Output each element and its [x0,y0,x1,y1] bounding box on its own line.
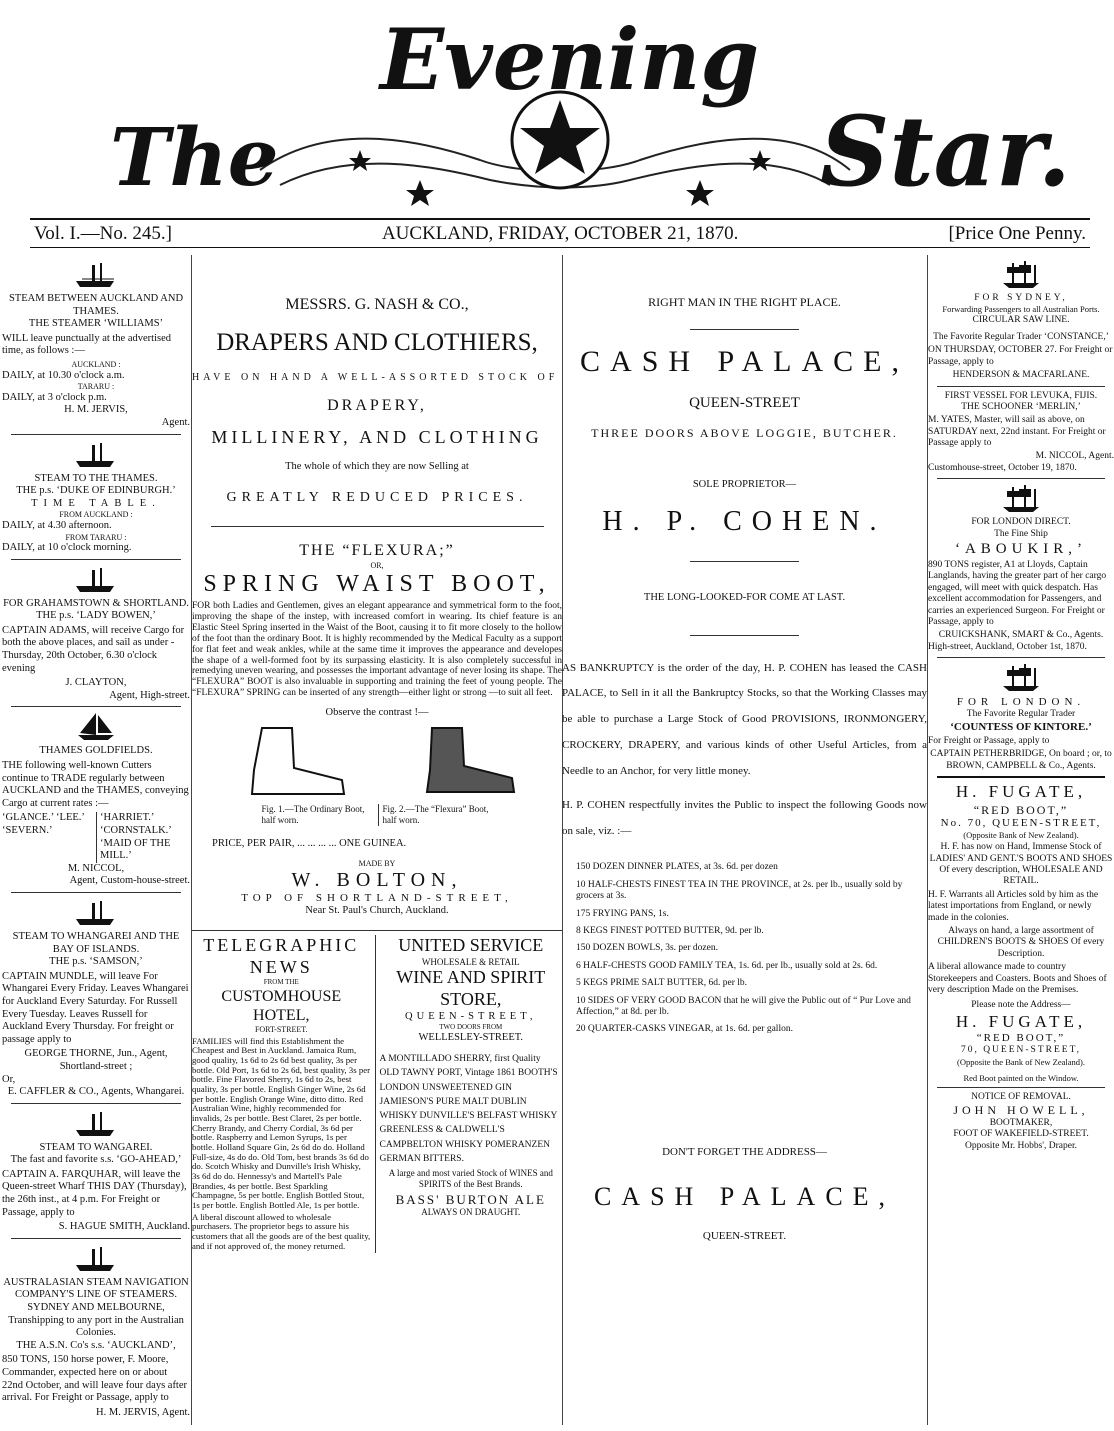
list-item: 6 HALF-CHESTS GOOD FAMILY TEA, 1s. 6d. per lb., usually sold at 2s. 6d. [576,960,878,971]
signature: H. M. JERVIS, Agent. [96,1406,190,1418]
ad-body: THE following well-known Cutters continue to TRADE regularly between AUCKLAND and the THAMES, conveying Cargo at current rates :— [2,760,189,809]
ad-emphasis: DRAPERY, [327,397,427,415]
signature: E. CAFFLER & CO., Agents, Whangarei. [7,1086,185,1098]
price-line: PRICE, PER PAIR, ... ... ... ... ONE GUINEA. [212,838,407,850]
ad-emphasis: BASS' BURTON ALE [395,1191,546,1207]
steamship-icon [74,1243,118,1273]
sailing-ship-icon [999,259,1043,289]
ad-body: H. F. Warrants all Articles sold by him as the latest importations from England, or newly made in the colonies. [928,889,1099,923]
list-item: 8 KEGS FINEST POTTED BUTTER, 9d. per lb. [576,926,764,937]
list-item: 10 HALF-CHESTS FINEST TEA IN THE PROVINCE, at 2s. per lb., usually sold by grocers at 3s. [576,879,903,902]
signature: S. HAGUE SMITH, Auckland. [58,1221,190,1233]
ad-heading: FOR LONDON DIRECT. [971,517,1071,528]
ad-body: CAPTAIN A. FARQUHAR, will leave the Queen-street Wharf THIS DAY (Thursday), the 26th inst., at 4 p.m. For Freight or Passage, apply to [2,1168,187,1218]
divider [937,386,1104,387]
signature: H. M. JERVIS, [64,404,128,416]
ad-heading: STEAM TO WANGAREI. [39,1141,153,1153]
signature: M. NICCOL, Agent. [1035,451,1114,462]
vessel-name: ‘COUNTESS OF KINTORE.’ [950,720,1092,733]
ad-body: A MONTILLADO SHERRY, first Quality OLD TAWNY PORT, Vintage 1861 BOOTH'S LONDON UNSWEETENED GIN JAMIESON'S PURE MALT DUBLIN WHISKY DUNVILLE'S BELFAST WHISKY GREENLESS & CALDWELL'S CAMPBELTON WHISKY POMERANZEN GERMAN BITTERS. [379,1054,558,1164]
from-label: FROM THE [263,978,299,987]
ad-body: FAMILIES will find this Establishment the Cheapest and Best in Auckland. Jamaica Rum, good quality, 1s 6d to 2s 6d best quality, 3s per bottle. Old Port, 1s 6d to 2s 6d, best quality, 3s per bottle. Fine Flavored Sherry, 1s 6d to 2s, best quality, 3s per bottle. English Ginger Wine, 2s 6d per bottle. English Orange Wine, ditto ditto. Red Australian Wine, highly recommended for invalids, 2s per bottle. Best Claret, 2s per bottle. Cherry Brandy, and Cherry Cordial, 3s 6d per bottle. Raspberry and Lemon Syrups, 1s per bottle. Holland Square Gin, 2s 6d do do. Holland Full-size, 4s do do. Old Tom, best brands 3s 6d do do. Scotch Whisky and Dunville's Irish Whisky, 3s 6d do do. Hennessy's and Martell's Pale Brandies, 4s per bottle. Best Sparkling Champagne, 5s per bottle. English Bottled Stout, 1s per bottle. English Bottled Ale, 1s per bottle. [192,1035,371,1210]
signature: GEORGE THORNE, Jun., Agent, Shortland-street ; [24,1048,168,1072]
sailing-ship-icon [999,483,1043,513]
column-1 [2,255,190,1419]
cutter-icon [74,711,118,741]
vessel-name: The Favorite Regular Trader ‘CONSTANCE,’ [933,331,1109,342]
list-item: 175 FRYING PANS, 1s. [576,908,669,919]
ad-note: Observe the contrast !— [325,707,429,719]
made-by: MADE BY [358,858,396,868]
dateline [30,218,1090,248]
ad-body: CAPTAIN MUNDLE, will leave For Whangarei Every Friday. Leaves Whangarei for Auckland Every Saturday. For Russell Every Tuesday. Leaves Russell for Auckland Every Thursday. For freight or passage apply to [2,970,189,1045]
address: FOOT OF WAKEFIELD-STREET. [953,1129,1089,1140]
address: No. 70, QUEEN-STREET, [940,816,1102,829]
ad-body: M. YATES, Master, will sail as above, on SATURDAY next, 22nd instant. For Freight or Passage apply to [928,415,1106,449]
ad-body: 890 TONS register, A1 at Lloyds, Captain Langlands, having the greater part of her cargo engaged, will meet with quick despatch. Has excellent accommodation for Passengers, and carries an experienced Surgeon. For Freight or Passage, apply to [928,560,1107,627]
conjunction: OR, [370,560,384,570]
ad-title: CUSTOMHOUSE HOTEL, [221,987,342,1024]
signature-role: Agent. [161,416,190,428]
ad-body: AS BANKRUPTCY is the order of the day, H. P. COHEN has leased the CASH PALACE, to Sell in it all the Bankruptcy Stocks, so that the Working Classes may be able to purchase a Large Stock of Good PROVISIONS, IRONMONGERY, CROCKERY, DRAPERY, and various kinds of other Useful Articles, from a Needle to an Anchor, for very little money. [562,661,927,777]
conjunction: Or, [2,1073,16,1085]
schedule: DAILY, at 10 o'clock morning. [2,542,132,554]
vessel-name: The fast and favorite s.s. ‘GO-AHEAD,’ [10,1154,182,1166]
proprietor-name: H. P. COHEN. [602,506,887,538]
vessel-name: THE STEAMER ‘WILLIAMS’ [28,318,164,330]
ad-heading: STEAM TO THE THAMES. [34,472,158,484]
ad-heading: UNITED SERVICE [398,934,544,955]
vessel-name: THE p.s. ‘SAMSON,’ [49,956,143,968]
ad-title: DRAPERS AND CLOTHIERS, [216,329,538,357]
divider [11,1238,180,1239]
ad-body: WILL leave punctually at the advertised time, as follows :— [2,332,171,357]
ad-body: For Freight or Passage, apply to [928,735,1050,746]
ad-title: CASH PALACE, [580,345,909,379]
telegraphic-ad [192,935,376,1253]
route-label: AUCKLAND : [71,359,121,369]
ad-body: Always on hand, a large assortment of CHILDREN'S BOOTS & SHOES Of every Description. [937,926,1105,959]
signature-role: Agent, High-street. [109,689,190,701]
ad-body: ON THURSDAY, OCTOBER 27. For Freight or Passage, apply to [928,345,1113,367]
goods-list [562,862,927,1035]
masthead-the: The [110,110,279,204]
ad-body: HAVE ON HAND A WELL-ASSORTED STOCK OF [192,372,559,384]
price: [Price One Penny. [948,222,1086,244]
ad-body: A liberal discount allowed to wholesale purchasers. The proprietor begs to assure his customers that all the goods are of the best quality, and if not approved of, the money returned. [192,1211,371,1251]
ad-title: CASH PALACE, [593,1181,896,1211]
route-label: FROM AUCKLAND : [59,510,133,520]
divider [690,561,800,562]
ad-subtitle: The Favorite Regular Trader [966,709,1076,720]
steamship-icon [74,439,118,469]
ad-body: A liberal allowance made to country Storekeepers and Coasters. Boots and Shoes of very description Made on the Premises. [928,962,1107,995]
two-doors: TWO DOORS FROM [439,1023,503,1032]
maker-address: TOP OF SHORTLAND-STREET, [241,892,513,905]
route-label: FROM TARARU : [65,532,127,542]
ad-subtitle: THE LONG-LOOKED-FOR COME AT LAST. [643,591,846,603]
street: FORT-STREET. [254,1024,308,1034]
ad-heading: AUSTRALASIAN STEAM NAVIGATION COMPANY'S LINE OF STEAMERS. [3,1276,189,1301]
signature-role: Agent, Custom-house-street. [69,875,190,887]
vessel-name: THE p.s. ‘LADY BOWEN,’ [36,610,156,622]
line-name: CIRCULAR SAW LINE. [972,314,1070,325]
vessel-name: THE A.S.N. Co's s.s. ‘AUCKLAND’, [16,1339,176,1351]
divider [11,892,180,893]
street: WELLESLEY-STREET. [418,1031,523,1043]
signature: CAPTAIN PETHERBRIDGE, On board ; or, to BROWN, CAMPBELL & Co., Agents. [930,749,1112,771]
divider [211,526,544,527]
masthead [0,0,1114,220]
ad-body: CAPTAIN ADAMS, will receive Cargo for both the above places, and sail as under - Thursday, 20th October, 6.30 o'clock evening [2,624,185,674]
united-service-ad [376,935,562,1253]
maker-name: W. BOLTON, [291,869,463,892]
dated: High-street, Auckland, October 1st, 1870. [928,641,1087,652]
street: QUEEN-STREET. [702,1230,787,1243]
divider [937,1087,1104,1088]
divider [690,635,800,636]
route-label: TARARU : [77,382,115,392]
ad-heading: STEAM BETWEEN AUCKLAND AND THAMES. [8,293,184,317]
vessel-name: THE p.s. ‘DUKE OF EDINBURGH.’ [16,485,176,497]
flexura-boot-icon [427,728,514,792]
ad-note: The whole of which they are now Selling at [285,460,469,472]
lower-ads [192,935,562,1253]
column-3 [562,255,927,1243]
address-note: Opposite Mr. Hobbs', Draper. [964,1140,1077,1151]
ad-subtitle: WHOLESALE & RETAIL [421,956,520,967]
divider [937,478,1104,479]
list-item: 5 KEGS PRIME SALT BUTTER, 6d. per lb. [576,978,748,989]
ad-heading: THE “FLEXURA;” [299,542,455,560]
masthead-star: Star. [820,95,1072,208]
ad-body: FOR both Ladies and Gentlemen, gives an elegant appearance and symmetrical form to the foot, improving the shape of the instep, with increased comfort in wearing. Its chief feature is an Elastic Steel Spring inserted in the Waist of the Boot, causing it to fit more closely to the hollow of the foot than the ordinary Boot. It is highly recommended by the Medical Faculty as a support for flat feet and weak ankles, while at the same time it improves the appearance and developes the shape of a well-formed foot by its surpassing elasticity. It is also completely successful in remedying uneven wearing, and possesses the important advantage of never losing its shape. The “FLEXURA” BOOT is also invaluable in supporting and training the feet of young people. The “FLEXURA” SPRING can be inserted of any strength—either light or strong —to suit all feet. [192,600,562,699]
trade: BOOTMAKER, [989,1117,1053,1128]
ad-heading: RIGHT MAN IN THE RIGHT PLACE. [648,295,841,309]
ad-subtitle: The Fine Ship [994,528,1048,539]
divider [937,776,1104,778]
place-date: AUCKLAND, FRIDAY, OCTOBER 21, 1870. [381,222,739,244]
schedule: DAILY, at 10.30 o'clock a.m. [2,369,125,381]
figure-captions [192,804,562,826]
ad-body: H. F. has now on Hand, Immense Stock of LADIES' AND GENT.'S BOOTS AND SHOES Of every description, WHOLESALE AND RETAIL. [929,842,1113,887]
address-note: (Opposite Bank of New Zealand). [963,830,1079,841]
ad-body: 850 TONS, 150 horse power, F. Moore, Commander, expected here on or about 22nd October, and will leave four days after arrival. For Freight or Passage, apply to [2,1354,188,1404]
ad-note: Please note the Address— [971,1000,1071,1011]
figure-caption: Fig. 1.—The Ordinary Boot, half worn. [261,804,365,826]
masthead-evening: Evening [380,10,760,109]
maker-near: Near St. Paul's Church, Auckland. [305,905,449,917]
cutter-names: ‘HARRIET.’ ‘CORNSTALK.’ ‘MAID OF THE MILL.’ [96,812,190,862]
address-note: (Opposite the Bank of New Zealand). [957,1056,1085,1067]
steamship-icon [74,1108,118,1138]
steamship-icon [74,564,118,594]
vessel-name: THE SCHOONER ‘MERLIN,’ [961,401,1081,412]
dated: Customhouse-street, October 19, 1870. [928,462,1077,473]
list-item: 150 DOZEN DINNER PLATES, at 3s. 6d. per dozen [576,862,778,873]
divider [11,706,180,707]
cutter-names: ‘GLANCE.’ ‘LEE.’ ‘SEVERN.’ [2,812,85,836]
vessel-name: ‘ABOUKIR,’ [954,541,1088,558]
ad-body: H. P. COHEN respectfully invites the Public to inspect the following Goods now on sale, viz. :— [562,798,927,837]
boot-illustrations [192,720,562,800]
column-4 [928,255,1114,1152]
ad-heading: STEAM TO WHANGAREI AND THE BAY OF ISLANDS. [12,930,180,955]
ad-heading: FOR GRAHAMSTOWN & SHORTLAND. [3,597,189,609]
ad-heading: FIRST VESSEL FOR LEVUKA, FIJIS. [944,390,1098,401]
ad-subtitle: Transhipping to any port in the Australian Colonies. [8,1314,184,1339]
list-item: 150 DOZEN BOWLS, 3s. per dozen. [576,943,718,954]
timetable-heading: TIME TABLE. [31,497,161,509]
steamship-icon [74,897,118,927]
ad-heading: TELEGRAPHIC NEWS [203,934,360,977]
ad-note: Red Boot painted on the Window. [963,1072,1079,1083]
schedule: DAILY, at 3 o'clock p.m. [2,391,107,403]
cutter-list [2,812,190,862]
ad-heading: FOR SYDNEY, [974,293,1068,303]
location: THREE DOORS ABOVE LOGGIE, BUTCHER. [591,426,898,441]
list-item: 10 SIDES OF VERY GOOD BACON that he will give the Public out of “ Pur Love and Affection,” at 8d. per lb. [576,995,911,1017]
ad-title: SPRING WAIST BOOT, [203,571,551,598]
shop-name: “RED BOOT,” [973,802,1069,817]
figure-caption: Fig. 2.—The “Flexura” Boot, half worn. [378,804,493,826]
ad-heading: FOR LONDON. [956,696,1086,709]
ad-title: H. FUGATE, [955,1011,1087,1031]
ad-subtitle: Forwarding Passengers to all Australian Ports. [942,304,1100,315]
ordinary-boot-icon [252,728,344,794]
ad-emphasis: GREATLY REDUCED PRICES. [226,489,528,505]
column-2 [192,255,562,1253]
volume-number: Vol. I.—No. 245.] [34,222,172,244]
list-item: 20 QUARTER-CASKS VINEGAR, at 1s. 6d. per gallon. [576,1024,793,1035]
street: QUEEN-STREET, [405,1010,537,1022]
ad-emphasis: MILLINERY, AND CLOTHING [211,427,543,448]
shop-name: “RED BOOT,” [976,1032,1066,1045]
schedule: DAILY, at 4.30 afternoon. [2,519,112,531]
divider [11,559,180,560]
divider [192,930,562,931]
ad-title: WINE AND SPIRIT STORE, [396,967,546,1009]
divider [11,434,180,435]
ad-heading: THAMES GOLDFIELDS. [39,745,153,757]
divider [690,329,800,330]
ad-heading: MESSRS. G. NASH & CO., [285,296,469,313]
ad-title: JOHN HOWELL, [953,1103,1089,1118]
ad-heading: NOTICE OF REMOVAL. [971,1092,1071,1103]
ad-note: A large and most varied Stock of WINES and SPIRITS of the Best Brands. [388,1168,553,1189]
address: 70, QUEEN-STREET, [960,1045,1082,1056]
divider [937,657,1104,658]
ad-note: DON'T FORGET THE ADDRESS— [662,1145,827,1158]
signature: CRUICKSHANK, SMART & Co., Agents. [938,630,1104,641]
signature: M. NICCOL, [67,862,125,874]
ad-note: ALWAYS ON DRAUGHT. [421,1207,521,1218]
signature: HENDERSON & MACFARLANE. [952,370,1090,381]
sailing-ship-icon [999,662,1043,692]
steamship-icon [74,259,118,289]
street: QUEEN-STREET [689,395,800,412]
route: SYDNEY AND MELBOURNE, [27,1302,165,1314]
divider [11,1103,180,1104]
ad-title: H. FUGATE, [955,782,1087,802]
proprietor-label: SOLE PROPRIETOR— [692,478,797,490]
signature: J. CLAYTON, [65,677,127,689]
